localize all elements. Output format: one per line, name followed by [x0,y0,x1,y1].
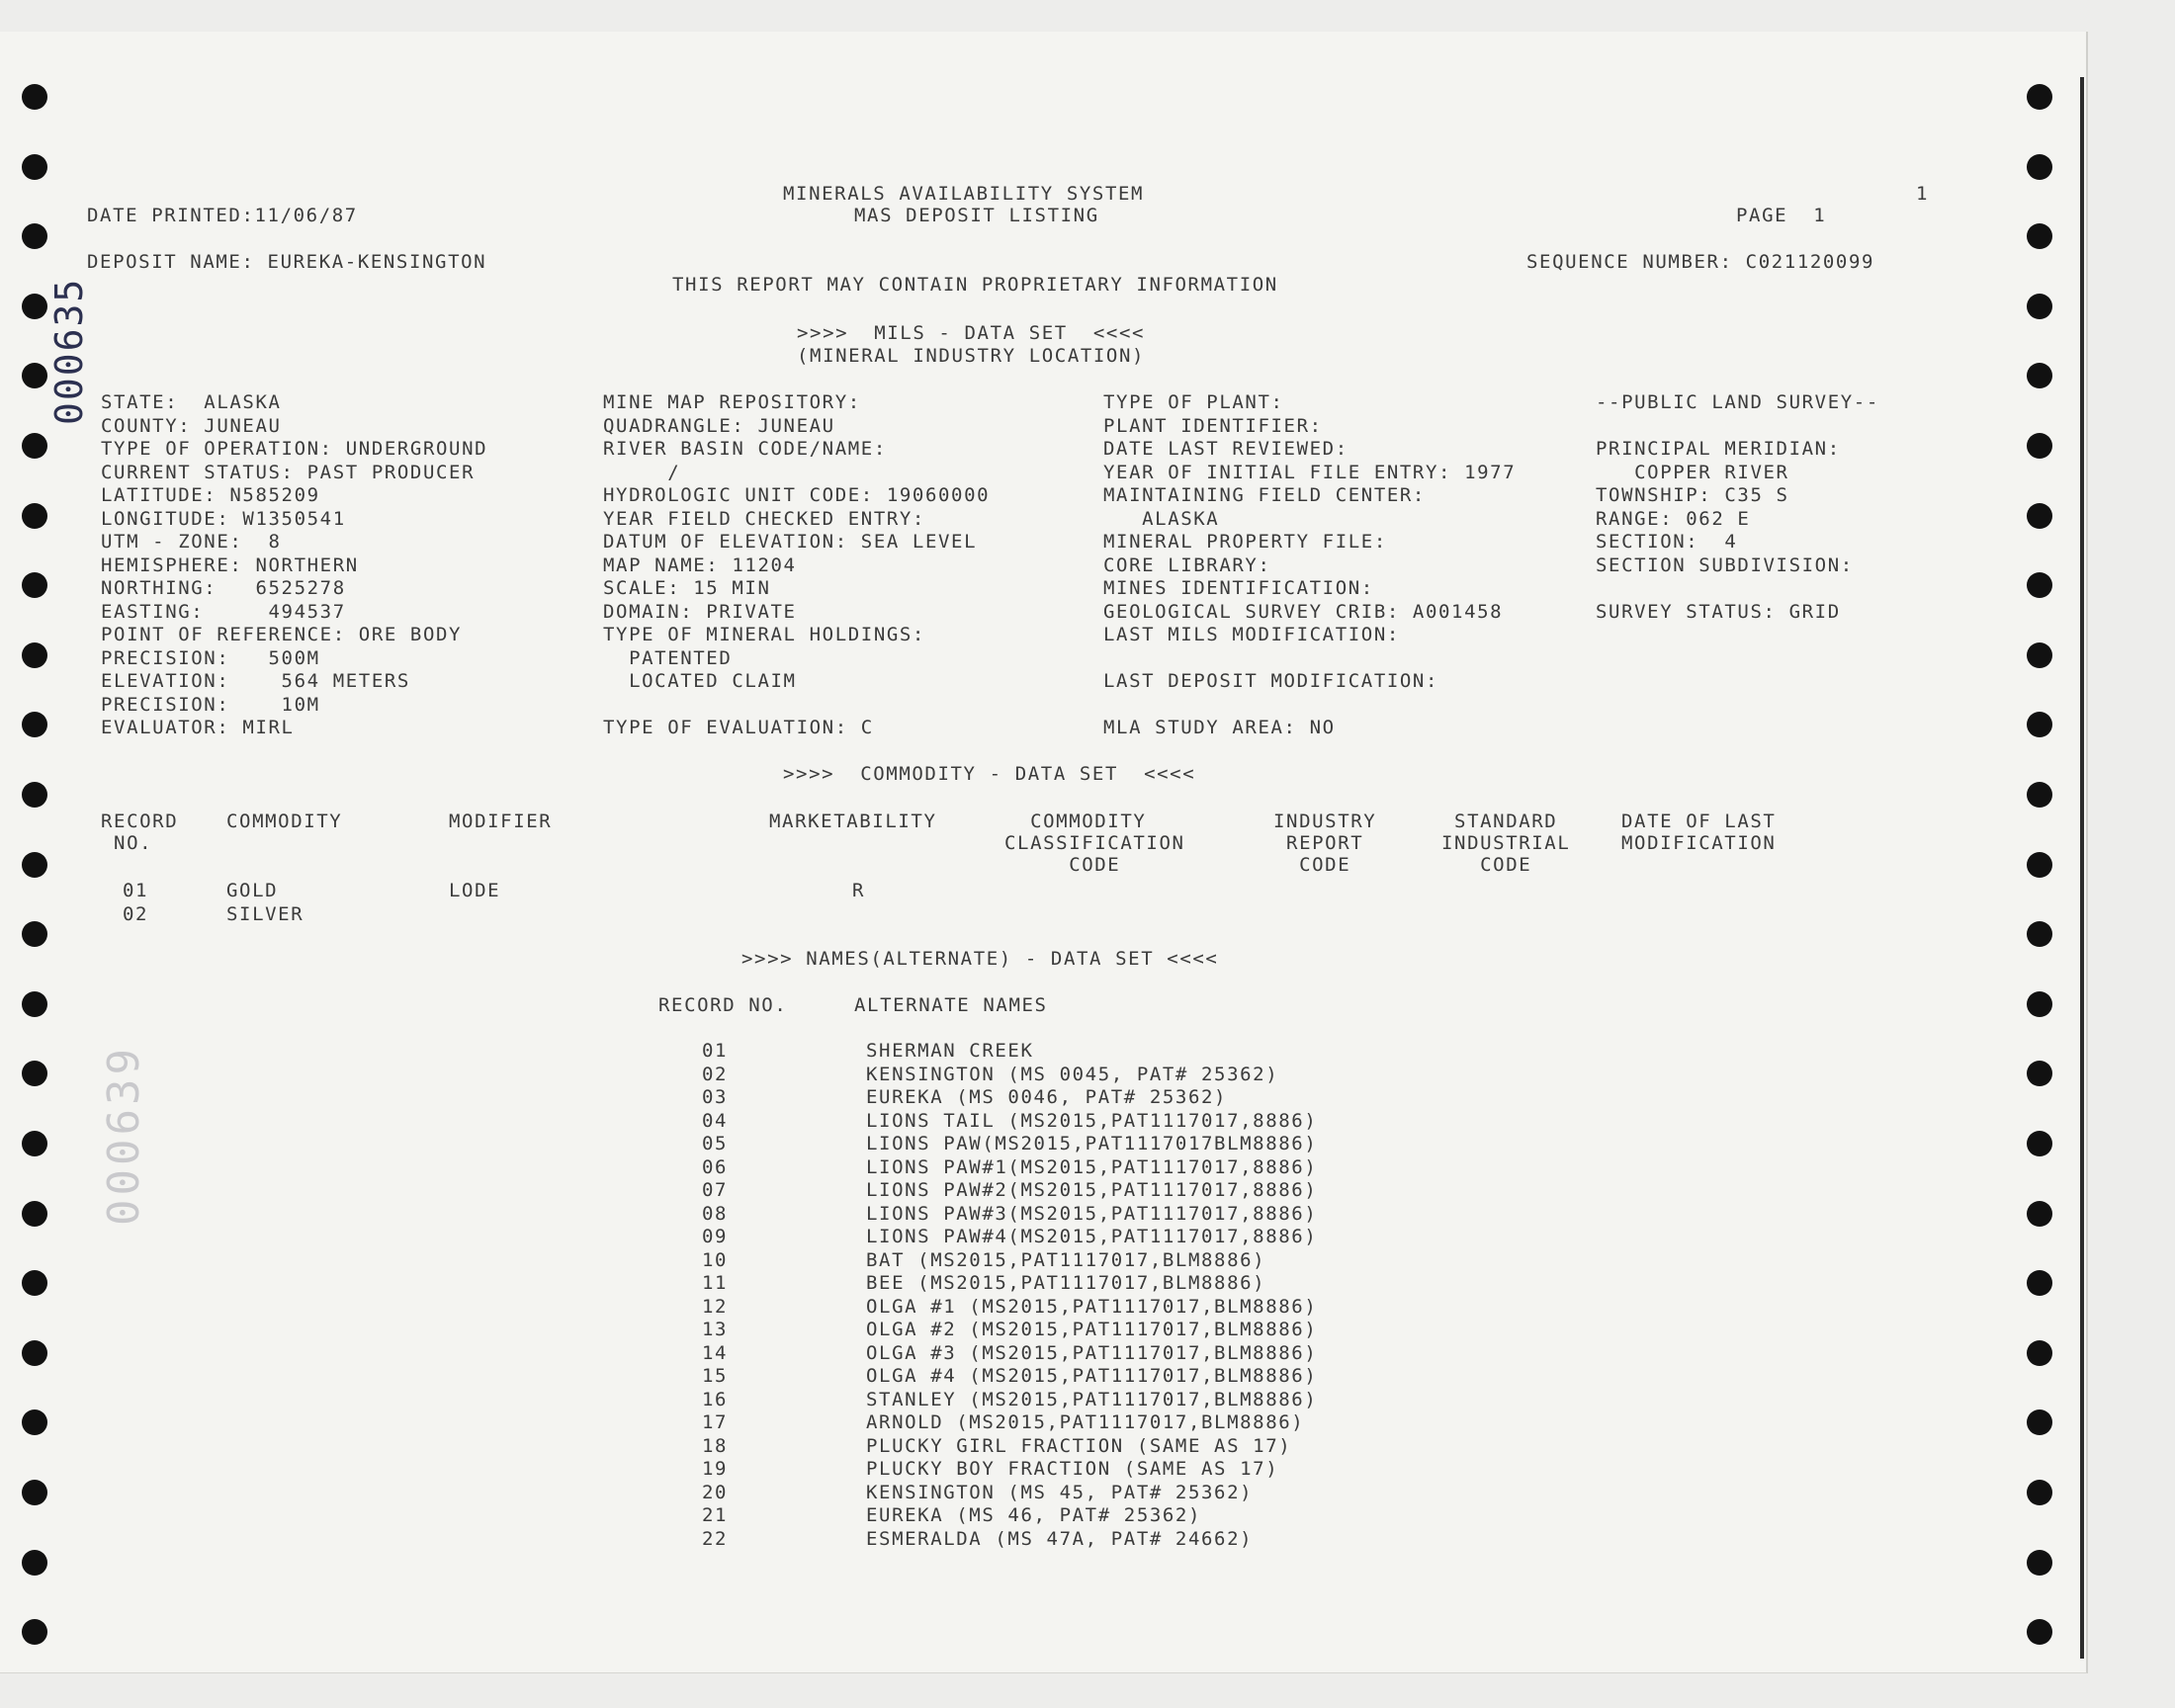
tractor-hole [2027,503,2052,529]
tractor-hole [22,223,47,249]
names-record-no: 05 [702,1133,729,1154]
names-alternate-name: OLGA #3 (MS2015,PAT1117017,BLM8886) [866,1341,1318,1364]
tractor-hole [22,852,47,878]
tractor-hole [2027,1480,2052,1505]
mils-field: PRECISION: 10M [101,693,320,716]
mils-field: EASTING: 494537 [101,600,346,623]
mils-field: PLANT IDENTIFIER: [1103,414,1323,437]
mils-field: MINERAL PROPERTY FILE: [1103,531,1387,553]
mils-field: LOCATED CLAIM [603,670,797,692]
mils-field: --PUBLIC LAND SURVEY-- [1596,391,1879,413]
names-record-no: 22 [702,1527,729,1550]
tractor-hole [2027,1619,2052,1645]
date-printed: DATE PRINTED:11/06/87 [87,205,358,226]
names-record-no: 12 [702,1295,729,1318]
tractor-hole [22,1270,47,1296]
tear-edge [2080,77,2084,1659]
names-alternate-name: LIONS PAW#1(MS2015,PAT1117017,8886) [866,1155,1318,1178]
tractor-hole [2027,991,2052,1017]
commodity-cell-marketability: R [852,880,866,901]
mils-field: YEAR OF INITIAL FILE ENTRY: 1977 [1103,461,1517,483]
mils-heading: >>>> MILS - DATA SET <<<< [797,322,1146,344]
mils-field: TYPE OF MINERAL HOLDINGS: [603,624,925,645]
names-record-no: 10 [702,1248,729,1271]
mils-field: RANGE: 062 E [1596,507,1751,530]
commodity-header-commodity: COMMODITY [226,811,343,832]
names-record-no: 16 [702,1388,729,1410]
names-record-no: 15 [702,1365,729,1387]
mils-subheading: (MINERAL INDUSTRY LOCATION) [797,345,1146,367]
tractor-hole [22,1550,47,1576]
commodity-cell-commodity: GOLD [226,880,279,901]
names-alternate-name: KENSINGTON (MS 0045, PAT# 25362) [866,1063,1279,1085]
commodity-header-date: DATE OF LAST MODIFICATION [1621,811,1777,854]
mils-field: GEOLOGICAL SURVEY CRIB: A001458 [1103,600,1504,623]
mils-field: LATITUDE: N585209 [101,484,320,506]
mils-field: MAINTAINING FIELD CENTER: [1103,484,1426,506]
mils-field: RIVER BASIN CODE/NAME: [603,438,887,460]
names-alternate-name: OLGA #4 (MS2015,PAT1117017,BLM8886) [866,1365,1318,1387]
commodity-cell-no: 01 [123,880,149,901]
mils-field: ELEVATION: 564 METERS [101,670,410,692]
names-record-no: 13 [702,1319,729,1340]
names-alternate-name: BAT (MS2015,PAT1117017,BLM8886) [866,1248,1266,1271]
tractor-hole [2027,1340,2052,1366]
tractor-hole [2027,1550,2052,1576]
tractor-hole [2027,1270,2052,1296]
tractor-hole [22,1619,47,1645]
names-record-no: 21 [702,1504,729,1526]
mils-field: NORTHING: 6525278 [101,577,346,599]
tractor-hole [22,1480,47,1505]
names-record-no: 08 [702,1202,729,1225]
names-record-no: 03 [702,1086,729,1108]
mils-field: SURVEY STATUS: GRID [1596,600,1841,623]
tractor-hole [22,503,47,529]
names-header-names: ALTERNATE NAMES [854,994,1048,1016]
names-record-no: 07 [702,1179,729,1201]
mils-field: MINES IDENTIFICATION: [1103,577,1374,599]
names-record-no: 01 [702,1040,729,1062]
names-record-no: 14 [702,1341,729,1364]
commodity-cell-no: 02 [123,902,149,925]
mils-field: EVALUATOR: MIRL [101,717,295,738]
mils-field: MINE MAP REPOSITORY: [603,391,861,413]
deposit-name: DEPOSIT NAME: EUREKA-KENSINGTON [87,251,487,273]
margin-stamp-ghost: 000639 [99,1045,149,1226]
names-alternate-name: LIONS PAW#3(MS2015,PAT1117017,8886) [866,1202,1318,1225]
tractor-hole [22,1340,47,1366]
tractor-hole [2027,852,2052,878]
tractor-hole [22,84,47,110]
mils-field: DATUM OF ELEVATION: SEA LEVEL [603,531,978,553]
names-alternate-name: PLUCKY GIRL FRACTION (SAME AS 17) [866,1434,1292,1457]
names-record-no: 02 [702,1063,729,1085]
tractor-hole [2027,1201,2052,1227]
names-alternate-name: BEE (MS2015,PAT1117017,BLM8886) [866,1272,1266,1294]
tractor-hole [2027,642,2052,668]
mils-field: QUADRANGLE: JUNEAU [603,414,835,437]
mils-field: SECTION: 4 [1596,531,1738,553]
sequence-number: SEQUENCE NUMBER: C021120099 [1526,251,1875,273]
mils-field: PRECISION: 500M [101,646,320,669]
tractor-hole [2027,154,2052,180]
commodity-heading: >>>> COMMODITY - DATA SET <<<< [783,763,1196,785]
mils-field: ALASKA [1103,507,1220,530]
names-record-no: 04 [702,1109,729,1132]
tractor-hole [2027,572,2052,598]
tractor-hole [22,294,47,319]
names-alternate-name: LIONS PAW#2(MS2015,PAT1117017,8886) [866,1179,1318,1201]
names-alternate-name: LIONS TAIL (MS2015,PAT1117017,8886) [866,1109,1318,1132]
names-record-no: 09 [702,1226,729,1247]
names-header-record: RECORD NO. [658,994,788,1016]
names-alternate-name: EUREKA (MS 46, PAT# 25362) [866,1504,1202,1526]
sheet-number: 1 [1916,183,1930,205]
mils-field: DOMAIN: PRIVATE [603,600,797,623]
mils-field: PATENTED [603,646,733,669]
page-number: PAGE 1 [1736,205,1827,226]
names-alternate-name: OLGA #1 (MS2015,PAT1117017,BLM8886) [866,1295,1318,1318]
mils-field: HEMISPHERE: NORTHERN [101,554,359,576]
commodity-header-standard: STANDARD INDUSTRIAL CODE [1441,811,1571,876]
tractor-hole [22,433,47,459]
mils-field: LAST MILS MODIFICATION: [1103,624,1400,645]
names-alternate-name: ARNOLD (MS2015,PAT1117017,BLM8886) [866,1411,1305,1433]
tractor-hole [2027,1131,2052,1156]
mils-field: COPPER RIVER [1596,461,1789,483]
mils-field: POINT OF REFERENCE: ORE BODY [101,624,463,645]
tractor-hole [22,1201,47,1227]
mils-field: CURRENT STATUS: PAST PRODUCER [101,461,476,483]
names-alternate-name: STANLEY (MS2015,PAT1117017,BLM8886) [866,1388,1318,1410]
mils-field: MAP NAME: 11204 [603,554,797,576]
mils-field: PRINCIPAL MERIDIAN: [1596,438,1841,460]
tractor-hole [2027,921,2052,947]
tractor-hole [2027,294,2052,319]
tractor-hole [22,642,47,668]
names-alternate-name: LIONS PAW#4(MS2015,PAT1117017,8886) [866,1226,1318,1247]
mils-field: UTM - ZONE: 8 [101,531,282,553]
names-record-no: 06 [702,1155,729,1178]
tractor-hole [22,782,47,808]
mils-field: TOWNSHIP: C35 S [1596,484,1789,506]
mils-field: HYDROLOGIC UNIT CODE: 19060000 [603,484,991,506]
names-heading: >>>> NAMES(ALTERNATE) - DATA SET <<<< [741,948,1219,970]
tractor-hole [2027,223,2052,249]
mils-field: / [603,461,681,483]
mils-field: LAST DEPOSIT MODIFICATION: [1103,670,1439,692]
tractor-hole [22,921,47,947]
names-alternate-name: LIONS PAW(MS2015,PAT1117017BLM8886) [866,1133,1318,1154]
mils-field: SECTION SUBDIVISION: [1596,554,1854,576]
mils-field: SCALE: 15 MIN [603,577,771,599]
mils-field: MLA STUDY AREA: NO [1103,717,1336,738]
names-record-no: 18 [702,1434,729,1457]
mils-field: TYPE OF PLANT: [1103,391,1284,413]
tractor-hole [22,154,47,180]
tractor-hole [22,572,47,598]
commodity-header-record: RECORD NO. [101,811,179,854]
names-record-no: 19 [702,1458,729,1480]
commodity-header-marketability: MARKETABILITY [769,811,937,832]
mils-field: STATE: ALASKA [101,391,282,413]
commodity-header-industry: INDUSTRY REPORT CODE [1273,811,1377,876]
commodity-cell-modifier: LODE [449,880,501,901]
tractor-hole [22,1131,47,1156]
tractor-hole [22,991,47,1017]
names-alternate-name: ESMERALDA (MS 47A, PAT# 24662) [866,1527,1254,1550]
mils-field: LONGITUDE: W1350541 [101,507,346,530]
commodity-header-modifier: MODIFIER [449,811,553,832]
proprietary-notice: THIS REPORT MAY CONTAIN PROPRIETARY INFORMATION [672,274,1278,296]
tractor-hole [2027,433,2052,459]
names-record-no: 20 [702,1481,729,1503]
names-alternate-name: SHERMAN CREEK [866,1040,1034,1062]
system-title: MINERALS AVAILABILITY SYSTEM [783,183,1145,205]
tractor-hole [2027,782,2052,808]
mils-field: COUNTY: JUNEAU [101,414,282,437]
mils-field: DATE LAST REVIEWED: [1103,438,1348,460]
listing-title: MAS DEPOSIT LISTING [854,205,1099,226]
mils-field: CORE LIBRARY: [1103,554,1271,576]
names-alternate-name: EUREKA (MS 0046, PAT# 25362) [866,1086,1228,1108]
names-alternate-name: OLGA #2 (MS2015,PAT1117017,BLM8886) [866,1319,1318,1340]
margin-stamp: 000635 [47,277,91,425]
mils-field: TYPE OF OPERATION: UNDERGROUND [101,438,488,460]
mils-field: YEAR FIELD CHECKED ENTRY: [603,507,925,530]
names-alternate-name: KENSINGTON (MS 45, PAT# 25362) [866,1481,1254,1503]
mils-field: TYPE OF EVALUATION: C [603,717,874,738]
commodity-cell-commodity: SILVER [226,902,304,925]
names-alternate-name: PLUCKY BOY FRACTION (SAME AS 17) [866,1458,1279,1480]
names-record-no: 17 [702,1411,729,1433]
tractor-hole [2027,84,2052,110]
names-record-no: 11 [702,1272,729,1294]
commodity-header-classification: COMMODITY CLASSIFICATION CODE [1004,811,1185,876]
